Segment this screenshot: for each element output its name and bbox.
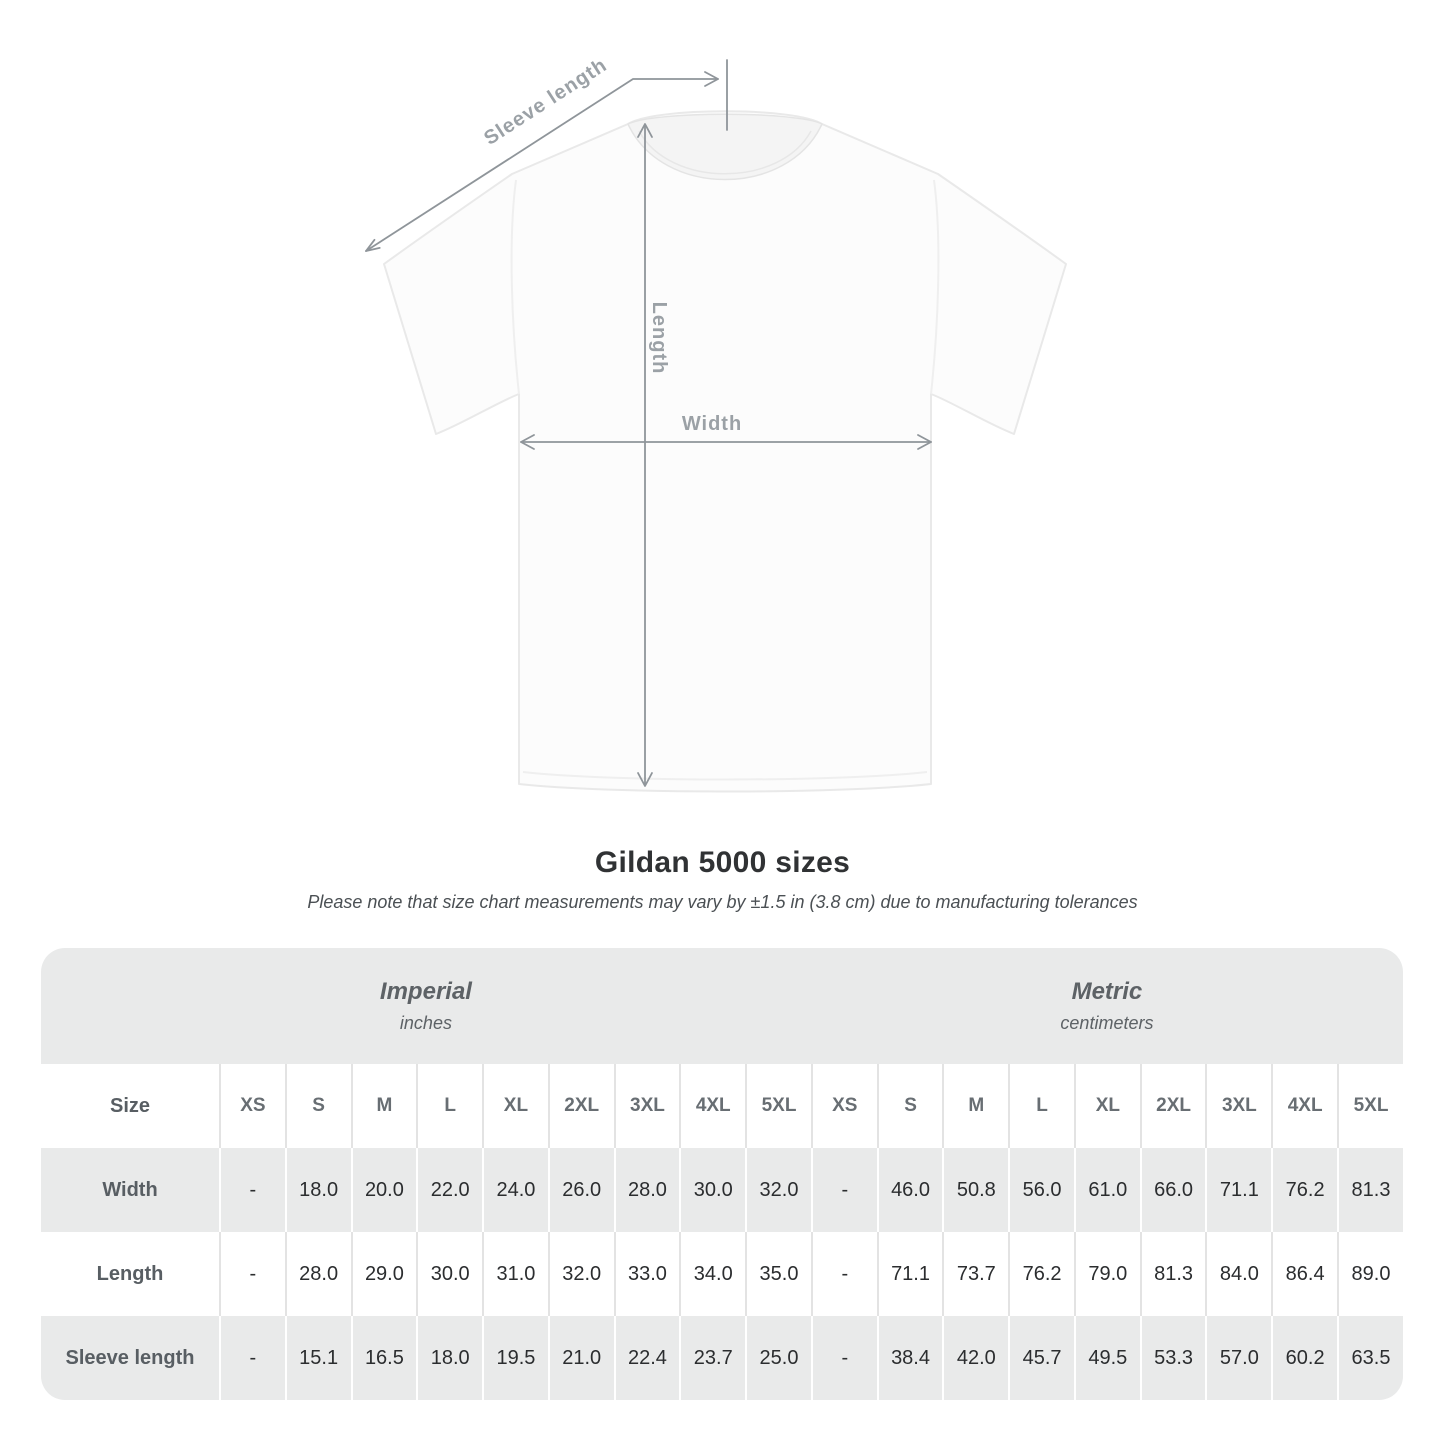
measurement-value-cell: 81.3	[1337, 1148, 1403, 1232]
measurement-value-cell: 89.0	[1337, 1232, 1403, 1316]
size-column-header: S	[877, 1064, 943, 1148]
measurement-value-cell: 25.0	[745, 1316, 811, 1400]
measurement-value-cell: 31.0	[482, 1232, 548, 1316]
unit-section-row	[41, 948, 1403, 1064]
measurement-row-label: Length	[41, 1232, 219, 1316]
measurement-value-cell: 56.0	[1008, 1148, 1074, 1232]
sizes-header-row	[41, 1064, 1403, 1148]
measurement-value-cell: 38.4	[877, 1316, 943, 1400]
size-column-header: 4XL	[1271, 1064, 1337, 1148]
measurement-value-cell: -	[219, 1316, 285, 1400]
measurement-value-cell: -	[811, 1232, 877, 1316]
measurement-value-cell: 73.7	[942, 1232, 1008, 1316]
measurement-value-cell: 22.4	[614, 1316, 680, 1400]
measurement-value-cell: 18.0	[416, 1316, 482, 1400]
measurement-value-cell: -	[811, 1316, 877, 1400]
measurement-value-cell: 22.0	[416, 1148, 482, 1232]
size-table-wrap	[41, 948, 1403, 1400]
measurement-value-cell: 33.0	[614, 1232, 680, 1316]
measurement-value-cell: 16.5	[351, 1316, 417, 1400]
size-column-header: L	[416, 1064, 482, 1148]
size-column-header: M	[351, 1064, 417, 1148]
measurement-value-cell: 61.0	[1074, 1148, 1140, 1232]
tshirt-graphic	[384, 111, 1066, 791]
size-column-header: 5XL	[745, 1064, 811, 1148]
size-column-header: 3XL	[1205, 1064, 1271, 1148]
measurement-value-cell: -	[219, 1232, 285, 1316]
measurement-value-cell: 60.2	[1271, 1316, 1337, 1400]
measurement-value-cell: -	[219, 1148, 285, 1232]
measurement-value-cell: 28.0	[285, 1232, 351, 1316]
measurement-value-cell: 53.3	[1140, 1316, 1206, 1400]
size-table-body	[41, 1148, 1403, 1400]
size-column-header: 5XL	[1337, 1064, 1403, 1148]
measurement-value-cell: 76.2	[1008, 1232, 1074, 1316]
imperial-section-header	[41, 948, 811, 1064]
measurement-value-cell: 84.0	[1205, 1232, 1271, 1316]
measurement-value-cell: 32.0	[548, 1232, 614, 1316]
measurement-row-label: Width	[41, 1148, 219, 1232]
size-column-header: S	[285, 1064, 351, 1148]
measurement-value-cell: 76.2	[1271, 1148, 1337, 1232]
measurement-value-cell: 20.0	[351, 1148, 417, 1232]
size-table	[41, 948, 1403, 1400]
measurement-row	[41, 1148, 1403, 1232]
width-label: Width	[681, 413, 743, 435]
measurement-value-cell: 81.3	[1140, 1232, 1206, 1316]
measurement-value-cell: 49.5	[1074, 1316, 1140, 1400]
size-column-header: 3XL	[614, 1064, 680, 1148]
size-column-header: M	[942, 1064, 1008, 1148]
measurement-value-cell: 71.1	[877, 1232, 943, 1316]
imperial-section-name: Imperial	[379, 978, 472, 1005]
measurement-value-cell: 18.0	[285, 1148, 351, 1232]
size-column-header: XL	[1074, 1064, 1140, 1148]
size-column-header: 4XL	[679, 1064, 745, 1148]
measurement-value-cell: 79.0	[1074, 1232, 1140, 1316]
metric-section-name: Metric	[1071, 978, 1143, 1005]
measurement-row-label: Sleeve length	[41, 1316, 219, 1400]
measurement-row	[41, 1232, 1403, 1316]
measurement-value-cell: 35.0	[745, 1232, 811, 1316]
metric-section-header	[811, 948, 1403, 1064]
tolerance-note: Please note that size chart measurements may vary by ±1.5 in (3.8 cm) due to manufacturing tolerances	[307, 892, 1138, 912]
measurement-value-cell: 15.1	[285, 1316, 351, 1400]
measurement-value-cell: 34.0	[679, 1232, 745, 1316]
heading	[0, 846, 1445, 913]
measurement-value-cell: 21.0	[548, 1316, 614, 1400]
measurement-value-cell: 45.7	[1008, 1316, 1074, 1400]
length-label: Length	[648, 301, 670, 375]
measurement-value-cell: 57.0	[1205, 1316, 1271, 1400]
measurement-value-cell: 42.0	[942, 1316, 1008, 1400]
metric-section-unit: centimeters	[1060, 1013, 1154, 1033]
measurement-value-cell: 66.0	[1140, 1148, 1206, 1232]
measurement-value-cell: 63.5	[1337, 1316, 1403, 1400]
measurement-value-cell: 28.0	[614, 1148, 680, 1232]
measurement-value-cell: 32.0	[745, 1148, 811, 1232]
measurement-value-cell: 24.0	[482, 1148, 548, 1232]
page-title: Gildan 5000 sizes	[594, 846, 851, 879]
measurement-value-cell: 71.1	[1205, 1148, 1271, 1232]
measurement-value-cell: 29.0	[351, 1232, 417, 1316]
measurement-value-cell: 30.0	[416, 1232, 482, 1316]
measurement-value-cell: 30.0	[679, 1148, 745, 1232]
sleeve-length-label: Sleeve length	[480, 54, 612, 150]
size-column-header: 2XL	[1140, 1064, 1206, 1148]
size-column-header: XL	[482, 1064, 548, 1148]
measurement-value-cell: -	[811, 1148, 877, 1232]
measurement-value-cell: 50.8	[942, 1148, 1008, 1232]
measurement-value-cell: 19.5	[482, 1316, 548, 1400]
size-corner-header: Size	[41, 1064, 219, 1148]
measurement-value-cell: 26.0	[548, 1148, 614, 1232]
measurement-value-cell: 86.4	[1271, 1232, 1337, 1316]
size-column-header: L	[1008, 1064, 1074, 1148]
measurement-value-cell: 46.0	[877, 1148, 943, 1232]
size-column-header: XS	[219, 1064, 285, 1148]
tshirt-silhouette	[384, 111, 1066, 791]
size-column-header: 2XL	[548, 1064, 614, 1148]
imperial-section-unit: inches	[399, 1013, 452, 1033]
size-column-header: XS	[811, 1064, 877, 1148]
measurement-value-cell: 23.7	[679, 1316, 745, 1400]
measurement-row	[41, 1316, 1403, 1400]
